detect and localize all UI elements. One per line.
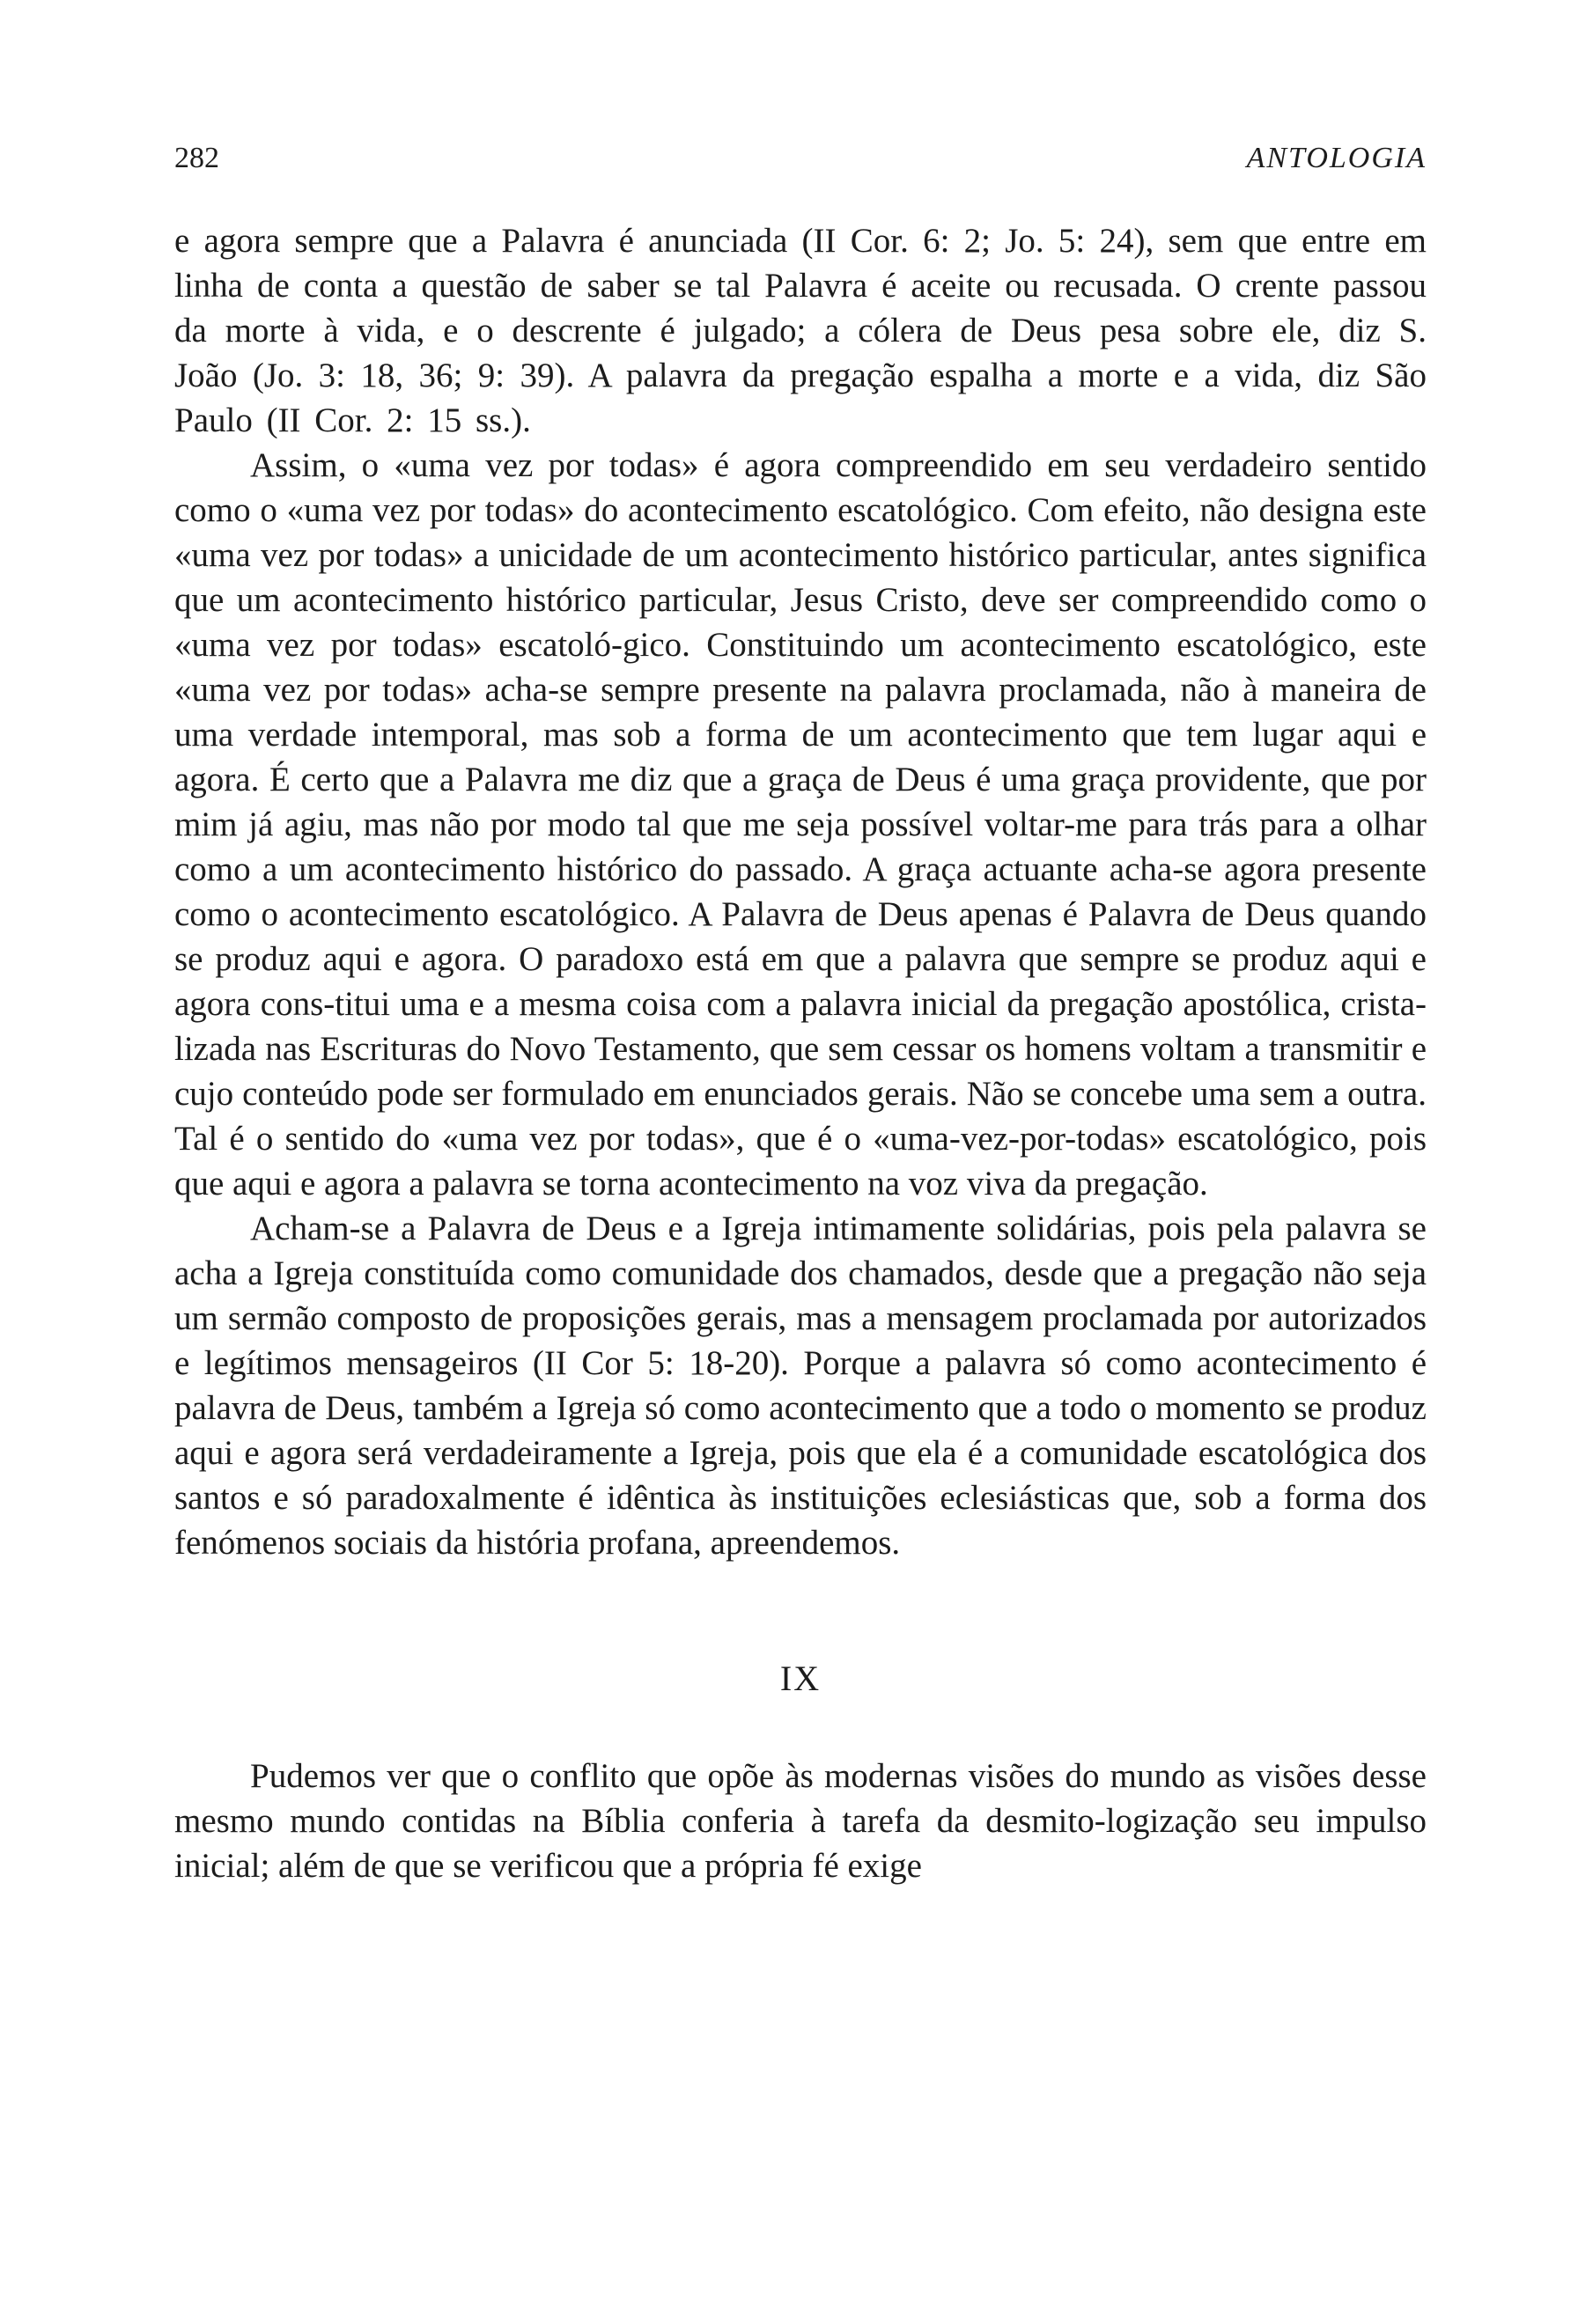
paragraph-continued: e agora sempre que a Palavra é anunciada (II Cor. 6: 2; Jo. 5: 24), sem que entre em linha de conta a questão de saber se tal Palavra é aceite ou recusada. O crente passou da morte à vida, e o descrente é julgado; a cólera de Deus pesa sobre ele, diz S. João (Jo. 3: 18, 36; 9: 39). A palavra da pregação espalha a morte e a vida, diz São Paulo (II Cor. 2: 15 ss.).: [174, 222, 1427, 439]
running-header: [174, 141, 1427, 176]
running-title: ANTOLOGIA: [1246, 142, 1427, 174]
page-number: 282: [174, 142, 219, 174]
section-paragraph: Pudemos ver que o conflito que opõe às modernas visões do mundo as visões desse mesmo mundo contidas na Bíblia conferia à tarefa da desmito-logização seu impulso inicial; além de que se verificou que a própria fé exige: [174, 1757, 1427, 1885]
body-text: [174, 218, 1427, 1888]
paragraph-igreja: Acham-se a Palavra de Deus e a Igreja intimamente solidárias, pois pela palavra se acha a Igreja constituída como comunidade dos chamados, desde que a pregação não seja um sermão composto de proposições gerais, mas a mensagem proclamada por autorizados e legítimos mensageiros (II Cor 5: 18-20). Porque a palavra só como acontecimento é palavra de Deus, também a Igreja só como acontecimento que a todo o momento se produz aqui e agora será verdadeiramente a Igreja, pois que ela é a comunidade escatológica dos santos e só paradoxalmente é idêntica às instituições eclesiásticas que, sob a forma dos fenómenos sociais da história profana, apreendemos.: [174, 1210, 1427, 1562]
paragraph-uma-vez-por-todas: Assim, o «uma vez por todas» é agora compreendido em seu verdadeiro sentido como o «uma vez por todas» do acontecimento escatológico. Com efeito, não designa este «uma vez por todas» a unicidade de um acontecimento histórico particular, antes significa que um acontecimento histórico particular, Jesus Cristo, deve ser compreendido como o «uma vez por todas» escatoló-gico. Constituindo um acontecimento escatológico, este «uma vez por todas» acha-se sempre presente na palavra proclamada, não à maneira de uma verdade intemporal, mas sob a forma de um acontecimento que tem lugar aqui e agora. É certo que a Palavra me diz que a graça de Deus é uma graça providente, que por mim já agiu, mas não por modo tal que me seja possível voltar-me para trás para a olhar como a um acontecimento histórico do passado. A graça actuante acha-se agora presente como o acontecimento escatológico. A Palavra de Deus apenas é Palavra de Deus quando se produz aqui e agora. O paradoxo está em que a palavra que sempre se produz aqui e agora cons-titui uma e a mesma coisa com a palavra inicial da pregação apostólica, crista-lizada nas Escrituras do Novo Testamento, que sem cessar os homens voltam a transmitir e cujo conteúdo pode ser formulado em enunciados gerais. Não se concebe uma sem a outra. Tal é o sentido do «uma vez por todas», que é o «uma-vez-por-todas» escatológico, pois que aqui e agora a palavra se torna acontecimento na voz viva da pregação.: [174, 446, 1427, 1202]
section-heading: IX: [779, 1658, 822, 1698]
